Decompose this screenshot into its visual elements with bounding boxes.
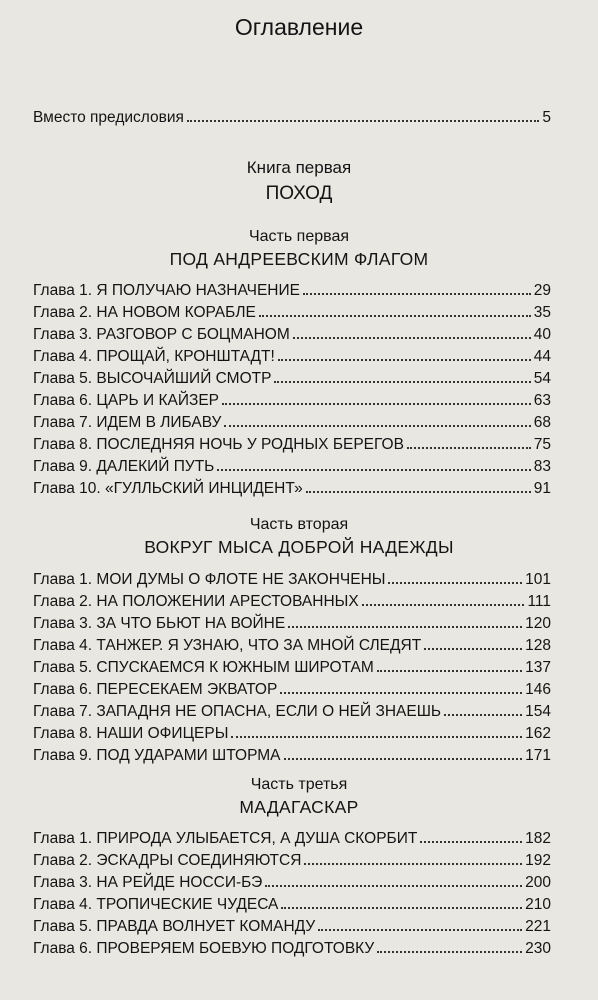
dot-leader: [293, 325, 531, 339]
toc-entry[interactable]: [33, 325, 551, 347]
toc-entry[interactable]: [33, 369, 551, 391]
page-number: 210: [525, 896, 551, 914]
page-number: 5: [542, 109, 551, 127]
part-label: Часть третья: [250, 776, 348, 793]
page-number: 171: [525, 747, 551, 765]
dot-leader: [231, 724, 522, 738]
page-number: 221: [525, 918, 551, 936]
toc-entry[interactable]: [33, 413, 551, 435]
entry-label: Глава 5. ВЫСОЧАЙШИЙ СМОТР: [33, 370, 272, 388]
dot-leader: [424, 636, 522, 650]
toc-entry[interactable]: [33, 680, 551, 702]
page-number: 29: [533, 282, 551, 300]
entry-label: Глава 2. НА ПОЛОЖЕНИИ АРЕСТОВАННЫХ: [33, 593, 359, 611]
toc-entry[interactable]: [33, 702, 551, 724]
toc-entry[interactable]: [33, 303, 551, 325]
dot-leader: [259, 303, 531, 317]
dot-leader: [407, 435, 531, 449]
dot-leader: [278, 347, 531, 361]
toc-entry[interactable]: [33, 658, 551, 680]
page-number: 44: [533, 348, 551, 366]
entry-label: Глава 1. Я ПОЛУЧАЮ НАЗНАЧЕНИЕ: [33, 282, 300, 300]
page-number: 192: [525, 852, 551, 870]
dot-leader: [187, 108, 539, 122]
dot-leader: [288, 614, 522, 628]
dot-leader: [388, 570, 522, 584]
dot-leader: [377, 658, 522, 672]
dot-leader: [444, 702, 522, 716]
entry-label: Глава 7. ИДЕМ В ЛИБАВУ: [33, 414, 222, 432]
toc-entry[interactable]: [33, 829, 551, 851]
entry-label: Глава 6. ПЕРЕСЕКАЕМ ЭКВАТОР: [33, 681, 278, 699]
entry-label: Глава 4. ТРОПИЧЕСКИЕ ЧУДЕСА: [33, 896, 279, 914]
entry-label: Глава 2. НА НОВОМ КОРАБЛЕ: [33, 304, 256, 322]
book-title: ПОХОД: [265, 183, 333, 204]
toc-entry[interactable]: [33, 391, 551, 413]
page-number: 128: [525, 637, 551, 655]
entry-label: Глава 10. «ГУЛЛЬСКИЙ ИНЦИДЕНТ»: [33, 480, 303, 498]
part-title: ВОКРУГ МЫСА ДОБРОЙ НАДЕЖДЫ: [144, 537, 454, 557]
page-number: 162: [525, 725, 551, 743]
entry-label: Глава 3. ЗА ЧТО БЬЮТ НА ВОЙНЕ: [33, 615, 286, 633]
entry-label: Глава 5. ПРАВДА ВОЛНУЕТ КОМАНДУ: [33, 918, 316, 936]
entry-label: Глава 1. ПРИРОДА УЛЫБАЕТСЯ, А ДУША СКОРБИТ: [33, 830, 418, 848]
toc-entry[interactable]: [33, 724, 551, 746]
toc-entry[interactable]: [33, 851, 551, 873]
part-title: МАДАГАСКАР: [239, 797, 359, 817]
entry-label: Глава 8. НАШИ ОФИЦЕРЫ: [33, 725, 229, 743]
dot-leader: [306, 479, 531, 493]
entry-label: Глава 9. ПОД УДАРАМИ ШТОРМА: [33, 747, 281, 765]
part-label: Часть первая: [248, 228, 349, 245]
toc-entry[interactable]: [33, 479, 551, 501]
page-number: 154: [525, 703, 551, 721]
entry-label: Глава 4. ПРОЩАЙ, КРОНШТАДТ!: [33, 348, 275, 366]
page-number: 68: [533, 414, 551, 432]
page-number: 182: [525, 830, 551, 848]
dot-leader: [222, 391, 531, 405]
page-number: 83: [533, 458, 551, 476]
toc-entry[interactable]: [33, 939, 551, 961]
toc-entry[interactable]: [33, 435, 551, 457]
dot-leader: [303, 281, 531, 295]
entry-label: Вместо предисловия: [33, 109, 184, 127]
page-number: 101: [525, 571, 551, 589]
page-number: 54: [533, 370, 551, 388]
entry-label: Глава 3. НА РЕЙДЕ НОССИ-БЭ: [33, 874, 263, 892]
dot-leader: [280, 680, 522, 694]
dot-leader: [217, 457, 530, 471]
page-number: 200: [525, 874, 551, 892]
toc-entry[interactable]: [33, 614, 551, 636]
entry-label: Глава 6. ЦАРЬ И КАЙЗЕР: [33, 392, 220, 410]
dot-leader: [362, 592, 525, 606]
dot-leader: [377, 939, 522, 953]
page-number: 63: [533, 392, 551, 410]
toc-entry[interactable]: [33, 592, 551, 614]
entry-label: Глава 5. СПУСКАЕМСЯ К ЮЖНЫМ ШИРОТАМ: [33, 659, 374, 677]
entry-label: Глава 3. РАЗГОВОР С БОЦМАНОМ: [33, 326, 290, 344]
page-number: 120: [525, 615, 551, 633]
entry-label: Глава 1. МОИ ДУМЫ О ФЛОТЕ НЕ ЗАКОНЧЕНЫ: [33, 571, 386, 589]
book-label: Книга первая: [246, 158, 352, 177]
page-number: 146: [525, 681, 551, 699]
toc-entry[interactable]: [33, 347, 551, 369]
toc-entry[interactable]: [33, 746, 551, 768]
entry-label: Глава 8. ПОСЛЕДНЯЯ НОЧЬ У РОДНЫХ БЕРЕГОВ: [33, 436, 404, 454]
page-number: 111: [527, 593, 551, 611]
page-number: 91: [533, 480, 551, 498]
toc-entry[interactable]: [33, 281, 551, 303]
toc-entry[interactable]: [33, 457, 551, 479]
toc-entry-preface[interactable]: [33, 108, 551, 130]
dot-leader: [281, 895, 522, 909]
dot-leader: [274, 369, 530, 383]
toc-entry[interactable]: [33, 570, 551, 592]
dot-leader: [284, 746, 523, 760]
entry-label: Глава 6. ПРОВЕРЯЕМ БОЕВУЮ ПОДГОТОВКУ: [33, 940, 375, 958]
toc-entry[interactable]: [33, 917, 551, 939]
dot-leader: [224, 413, 530, 427]
toc-entry[interactable]: [33, 873, 551, 895]
dot-leader: [420, 829, 522, 843]
page-number: 40: [533, 326, 551, 344]
page-number: 137: [525, 659, 551, 677]
dot-leader: [304, 851, 522, 865]
entry-label: Глава 4. ТАНЖЕР. Я УЗНАЮ, ЧТО ЗА МНОЙ СЛЕДЯТ: [33, 637, 422, 655]
dot-leader: [318, 917, 522, 931]
toc-entry[interactable]: [33, 636, 551, 658]
toc-entry[interactable]: [33, 895, 551, 917]
entry-label: Глава 9. ДАЛЕКИЙ ПУТЬ: [33, 458, 215, 476]
page-number: 230: [525, 940, 551, 958]
part-title: ПОД АНДРЕЕВСКИМ ФЛАГОМ: [169, 249, 429, 269]
dot-leader: [265, 873, 522, 887]
page-number: 75: [533, 436, 551, 454]
page-title: Оглавление: [234, 14, 364, 40]
page-number: 35: [533, 304, 551, 322]
entry-label: Глава 7. ЗАПАДНЯ НЕ ОПАСНА, ЕСЛИ О НЕЙ ЗНАЕШЬ: [33, 703, 442, 721]
entry-label: Глава 2. ЭСКАДРЫ СОЕДИНЯЮТСЯ: [33, 852, 302, 870]
part-label: Часть вторая: [249, 516, 349, 533]
